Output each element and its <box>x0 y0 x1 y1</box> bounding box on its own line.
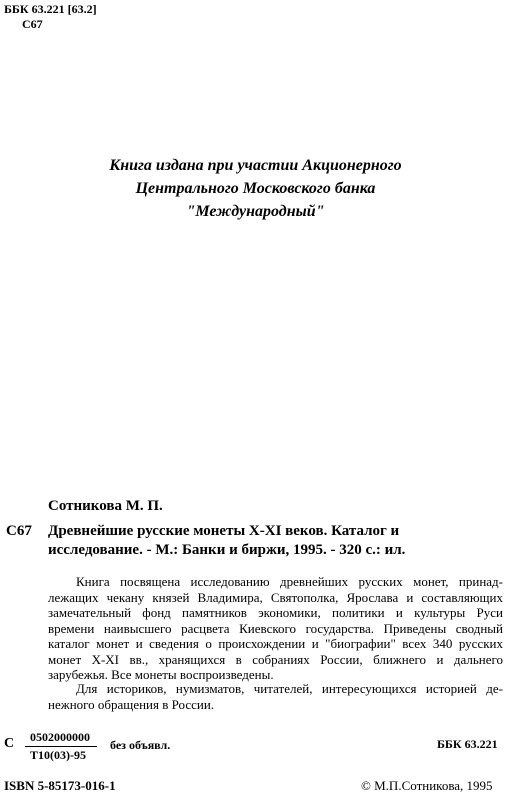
card-code: С67 <box>6 523 32 539</box>
abstract-line: монет X-XI вв., хранящихся в собраниях России, ближнего и дальнего <box>48 651 503 667</box>
fraction-line <box>25 746 97 747</box>
abstract-line: времени наивысшего расцвета Киевского государства. Приведены сводный <box>48 620 503 636</box>
footer-bbk: ББК 63.221 <box>437 737 498 751</box>
bbk-code: ББК 63.221 [63.2] <box>4 2 97 16</box>
author-mark: С67 <box>22 17 43 31</box>
sponsor-line-3: "Международный" <box>186 203 325 220</box>
card-title-line-1: Древнейшие русские монеты X-XI веков. Каталог и <box>48 523 400 539</box>
abstract-line: каталог монет и сведения о происхождении и "биографии" всех 340 русских <box>48 636 503 651</box>
footer-c-letter: С <box>4 736 15 751</box>
isbn: ISBN 5-85173-016-1 <box>4 778 116 793</box>
card-author: Сотникова М. П. <box>48 498 163 514</box>
audience-line: Для историков, нумизматов, читателей, интересующихся историей де- <box>76 681 503 696</box>
card-title-line-2: исследование. - М.: Банки и биржи, 1995. - 320 с.: ил. <box>48 542 406 558</box>
abstract-line: замечательный фонд памятников экономики, политики и культуры Руси <box>48 605 503 620</box>
abstract-line: зарубежья. Все монеты воспроизведены. <box>48 667 274 682</box>
copyright: © М.П.Сотникова, 1995 <box>361 778 493 793</box>
audience-paragraph <box>48 681 503 712</box>
sponsor-line-1: Книга издана при участии Акционерного <box>109 157 402 174</box>
audience-line: нежного обращения в России. <box>48 696 215 712</box>
abstract-paragraph <box>48 574 503 683</box>
no-announcement-label: без объявл. <box>110 738 171 752</box>
abstract-line: Книга посвящена исследованию древнейших русских монет, принад- <box>76 574 503 589</box>
abstract-line: лежащих чекану князей Владимира, Святополка, Ярослава и составляющих <box>48 589 503 605</box>
fraction-denominator: Т10(03)-95 <box>30 748 86 762</box>
fraction-numerator: 0502000000 <box>30 730 90 744</box>
sponsor-line-2: Центрального Московского банка <box>135 180 376 197</box>
